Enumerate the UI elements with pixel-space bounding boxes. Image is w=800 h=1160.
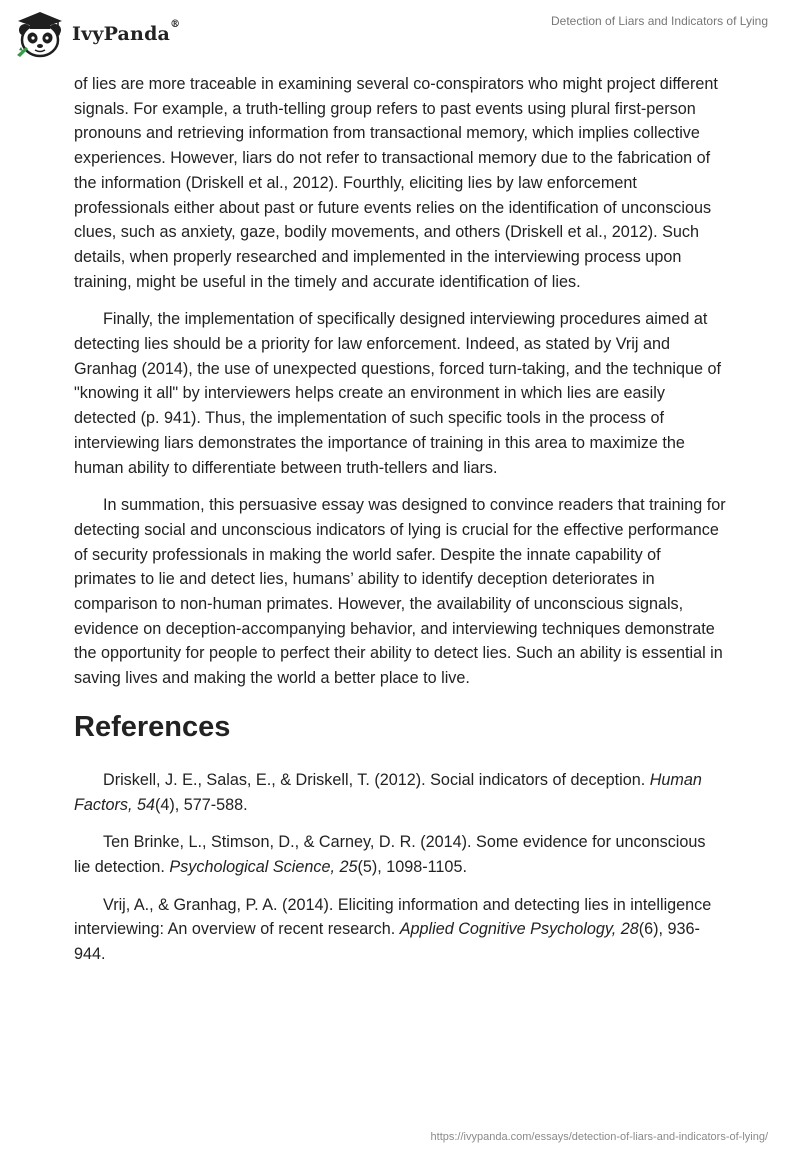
panda-graduate-icon: [14, 9, 66, 59]
logo-text: IvyPanda®: [72, 19, 181, 45]
running-title: Detection of Liars and Indicators of Lying: [550, 14, 768, 28]
body-paragraph: In summation, this persuasive essay was designed to convince readers that training for detecting social and unconscious indicators of lying is crucial for the effective performance of security professionals in making the world safer. Despite the innate capability of primates to lie and detect lies, humans’ ability to identify deception deteriorates in comparison to non-human primates. However, the availability of unconscious signals, evidence on deception-accompanying behavior, and interviewing techniques demonstrate the opportunity for people to perfect their ability to detect lies. Such an ability is essential in saving lives and making the world a better place to live.: [74, 496, 726, 688]
body-paragraph: Finally, the implementation of specifically designed interviewing procedures aimed at detecting lies should be a priority for law enforcement. Indeed, as stated by Vrij and Granhag (2014), the use of unexpected questions, forced turn-taking, and the technique of "knowing it all" by interviewers helps create an environment in which lies are easily detected (p. 941). Thus, the implementation of such specific tools in the process of interviewing liars demonstrates the importance of training in this area to maximize the human ability to differentiate between truth-tellers and liars.: [74, 310, 722, 477]
reference-item: Vrij, A., & Granhag, P. A. (2014). Eliciting information and detecting lies in intelligence interviewing: An overview of recent research. Applied Cognitive Psychology, 28(6), 936-944.: [74, 895, 712, 964]
page-header: [0, 0, 800, 70]
source-url-link[interactable]: https://ivypanda.com/essays/detection-of-liars-and-indicators-of-lying/: [430, 1131, 768, 1143]
essay-content: [74, 72, 726, 967]
reference-item: Driskell, J. E., Salas, E., & Driskell, T. (2012). Social indicators of deception. Human Factors, 54(4), 577-588.: [74, 770, 702, 814]
ivypanda-logo[interactable]: [14, 9, 180, 59]
reference-item: Ten Brinke, L., Stimson, D., & Carney, D. R. (2014). Some evidence for unconscious lie detection. Psychological Science, 25(5), 1098-1105.: [74, 833, 706, 876]
references-heading: References: [74, 710, 231, 743]
body-paragraph: of lies are more traceable in examining several co-conspirators who might project different signals. For example, a truth-telling group refers to past events using plural first-person pronouns and retrieving information from transactional memory, which implies collective experiences. However, liars do not refer to transactional memory due to the fabrication of the information (Driskell et al., 2012). Fourthly, eliciting lies by law enforcement professionals either about past or future events relies on the identification of unconscious clues, such as anxiety, gaze, bodily movements, and others (Driskell et al., 2012). Such details, when properly researched and implemented in the interviewing process upon training, might be useful in the timely and accurate identification of lies.: [74, 75, 718, 291]
